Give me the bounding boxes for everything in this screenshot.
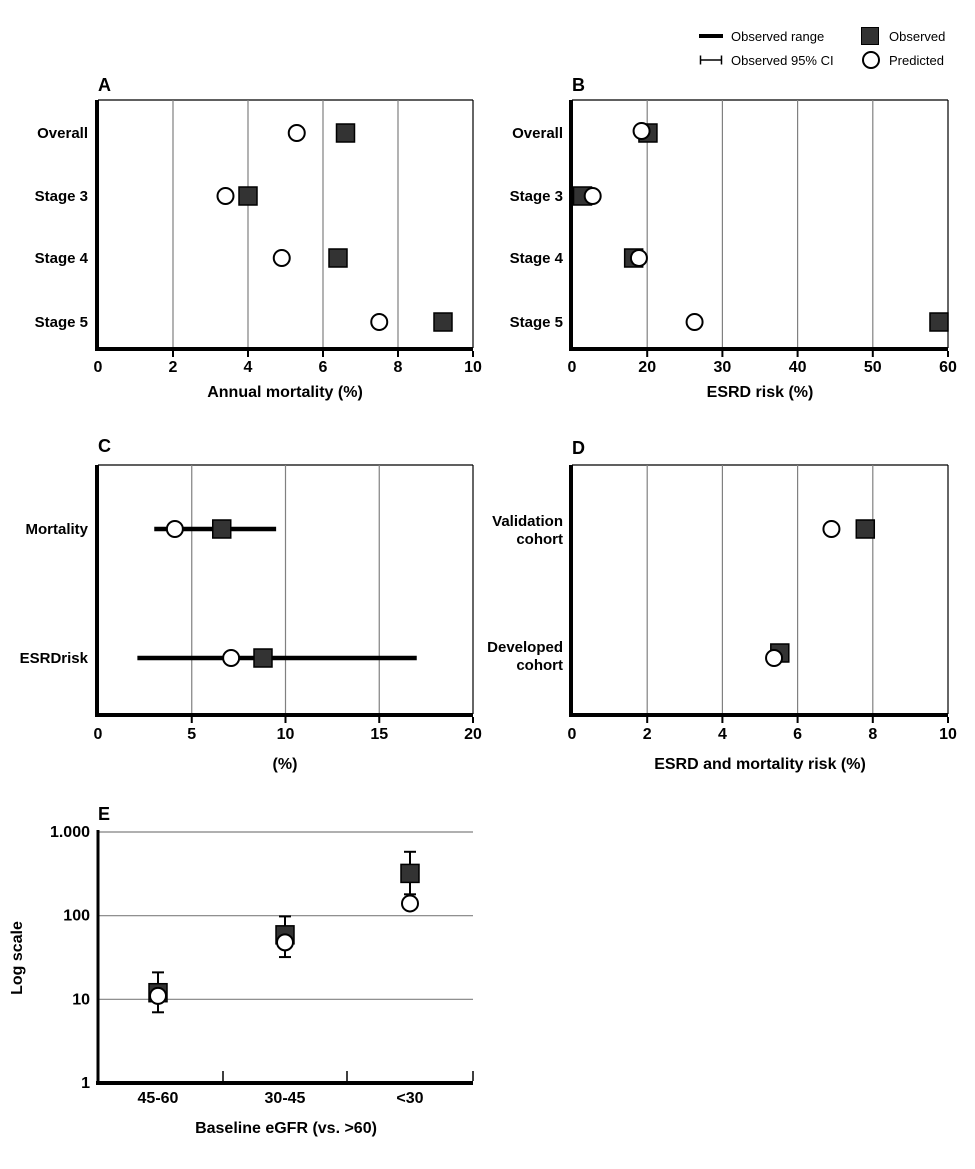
observed-marker (337, 124, 355, 142)
category-label: Validation (492, 513, 563, 530)
x-tick-label: 0 (93, 726, 103, 743)
predicted-marker (687, 314, 703, 330)
x-tick-label: 2 (642, 726, 652, 743)
predicted-marker (402, 895, 418, 911)
chart-legend (698, 24, 968, 72)
predicted-marker (223, 650, 239, 666)
predicted-marker (766, 650, 782, 666)
category-label: ESRDrisk (19, 650, 88, 667)
x-tick-label: 30 (713, 359, 732, 376)
panel-letter: A (98, 75, 111, 95)
observed-marker (401, 864, 419, 882)
legend-label-observed-ci: Observed 95% CI (731, 52, 834, 68)
observed-marker (930, 313, 948, 331)
category-label: Stage 5 (509, 314, 563, 331)
observed-marker (254, 649, 272, 667)
predicted-circle-icon (856, 51, 882, 69)
legend-item-observed-range (698, 24, 856, 48)
category-label: Stage 4 (509, 250, 563, 267)
predicted-marker (274, 250, 290, 266)
x-tick-label: 8 (868, 726, 878, 743)
x-tick-label: 60 (939, 359, 957, 376)
observed-marker (329, 249, 347, 267)
category-label: Stage 4 (34, 250, 88, 267)
panel-d (487, 438, 957, 773)
legend-label-predicted: Predicted (889, 52, 944, 68)
legend-label-observed: Observed (889, 28, 946, 44)
y-tick-label: 1 (81, 1075, 90, 1092)
x-axis-title: Annual mortality (%) (207, 384, 363, 401)
x-tick-label: 5 (187, 726, 197, 743)
x-tick-label: 10 (464, 359, 482, 376)
x-tick-label: 20 (464, 726, 482, 743)
observed-marker (434, 313, 452, 331)
x-tick-label: 4 (717, 726, 727, 743)
x-tick-label: 6 (318, 359, 328, 376)
panel-letter: C (98, 436, 111, 456)
observed-square-icon (856, 27, 882, 45)
x-tick-label: 4 (243, 359, 253, 376)
legend-item-observed-ci (698, 48, 856, 72)
x-axis-title: ESRD risk (%) (706, 384, 814, 401)
predicted-marker (585, 188, 601, 204)
predicted-marker (277, 934, 293, 950)
category-label: 45-60 (137, 1090, 179, 1107)
x-axis-title: Baseline eGFR (vs. >60) (195, 1120, 377, 1137)
category-label: Overall (512, 125, 563, 142)
x-tick-label: 2 (168, 359, 178, 376)
category-label: Developed (487, 639, 563, 656)
panel-e (9, 804, 473, 1137)
category-label: Mortality (25, 521, 88, 538)
predicted-marker (631, 250, 647, 266)
predicted-marker (823, 521, 839, 537)
panel-letter: D (572, 438, 585, 458)
predicted-marker (371, 314, 387, 330)
predicted-marker (150, 988, 166, 1004)
y-tick-label: 10 (72, 991, 90, 1009)
x-tick-label: 10 (276, 726, 295, 743)
predicted-marker (167, 521, 183, 537)
category-label: Overall (37, 125, 88, 142)
category-label: cohort (516, 657, 563, 674)
panel-b (510, 75, 957, 401)
x-tick-label: 0 (567, 359, 577, 376)
observed-marker (239, 187, 257, 205)
category-label: Stage 3 (509, 188, 563, 205)
x-axis-title: (%) (272, 756, 298, 773)
x-tick-label: 6 (793, 726, 803, 743)
observed-marker (856, 520, 874, 538)
x-tick-label: 10 (939, 726, 957, 743)
predicted-marker (634, 123, 650, 139)
x-axis-title: ESRD and mortality risk (%) (654, 756, 866, 773)
x-tick-label: 0 (93, 359, 103, 376)
category-label: Stage 5 (34, 314, 88, 331)
category-label: cohort (516, 531, 563, 548)
predicted-marker (218, 188, 234, 204)
x-tick-label: 40 (788, 359, 807, 376)
x-tick-label: 20 (638, 359, 657, 376)
y-tick-label: 100 (63, 907, 90, 925)
category-label: Stage 3 (34, 188, 88, 205)
observed-ci-errorbar-icon (698, 54, 724, 66)
panel-letter: E (98, 804, 111, 824)
legend-item-predicted (856, 48, 968, 72)
observed-marker (213, 520, 231, 538)
x-tick-label: 15 (370, 726, 389, 743)
y-axis-title: Log scale (9, 921, 26, 995)
predicted-marker (289, 125, 305, 141)
x-tick-label: 0 (567, 726, 577, 743)
x-tick-label: 50 (863, 359, 882, 376)
x-tick-label: 8 (393, 359, 403, 376)
category-label: 30-45 (264, 1090, 306, 1107)
panel-letter: B (572, 75, 585, 95)
observed-range-line-icon (698, 34, 724, 38)
legend-label-observed-range: Observed range (731, 28, 825, 44)
panel-c (20, 436, 482, 773)
panel-a (35, 75, 482, 401)
category-label: <30 (396, 1090, 424, 1107)
legend-item-observed (856, 24, 968, 48)
y-tick-label: 1.000 (49, 824, 90, 841)
